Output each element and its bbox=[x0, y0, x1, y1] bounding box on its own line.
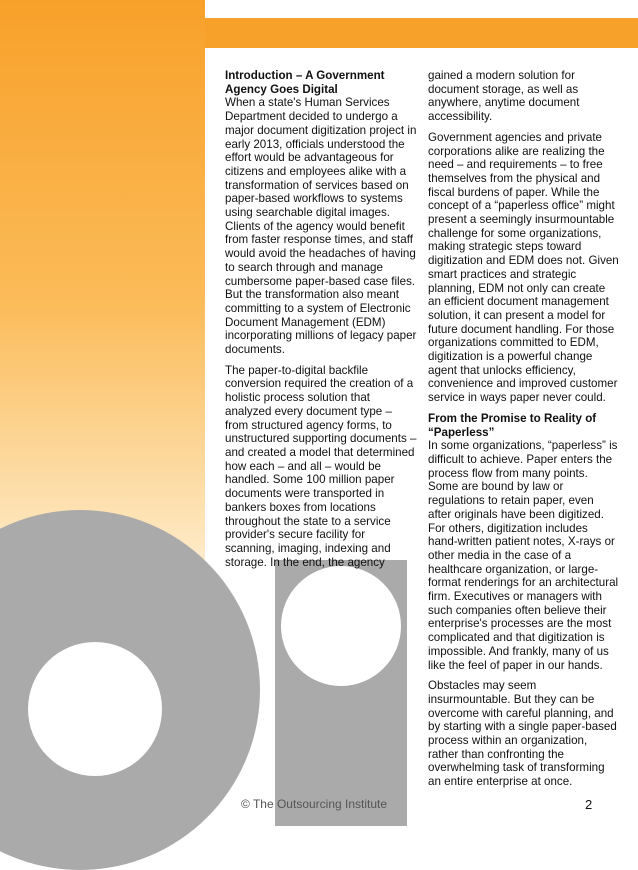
decorative-letter-p-hole bbox=[281, 566, 401, 686]
text-column-right bbox=[428, 69, 620, 796]
paragraph-1: When a state's Human Services Department decided to undergo a major document digitization project in early 2013, officials understood the effort would be advantageous for citizens and employees alike with a transformation of services based on paper-based workflows to systems using searchable digital images. Clients of the agency would benefit from faster response times, and staff would avoid the headaches of having to search through and manage cumbersome paper-based case files. But the transformation also meant committing to a system of Electronic Document Management (EDM) incorporating millions of legacy paper documents. bbox=[225, 96, 417, 357]
header-accent-bar bbox=[205, 18, 638, 48]
paragraph-2: The paper-to-digital backfile conversion required the creation of a holistic process solution that analyzed every document type – from structured agency forms, to unstructured supporting documents – and created a model that determined how each – and all – would be handled. Some 100 million paper documents were transported in bankers boxes from locations throughout the state to a service provider's secure facility for scanning, imaging, indexing and storage. In the end, the agency bbox=[225, 363, 417, 569]
page-number: 2 bbox=[585, 797, 593, 812]
paragraph-3: Government agencies and private corporations alike are realizing the need – and requirements – to free themselves from the physical and fiscal burdens of paper. While the concept of a “paperless office” might present a seemingly insurmountable challenge for some organizations, making strategic steps toward digitization and EDM does not. Given smart practices and strategic planning, EDM not only can create an efficient document management solution, it can present a model for future document handling. For those organizations committed to EDM, digitization is a powerful change agent that unlocks efficiency, convenience and improved customer service in ways paper never could. bbox=[428, 130, 619, 405]
decorative-circle-o-hole bbox=[28, 642, 162, 776]
footer-copyright: © The Outsourcing Institute bbox=[241, 797, 388, 811]
text-column-left bbox=[225, 69, 417, 576]
paragraph-4: In some organizations, “paperless” is difficult to achieve. Paper enters the process flow from many points. Some are bound by law or regulations to retain paper, even after originals have been digitized. For others, digitization includes hand-written patient notes, X-rays or other media in the case of a healthcare organization, or large-format renderings for an architectural firm. Executives or managers with such companies often believe their enterprise's processes are the most complicated and that digitization is impossible. And frankly, many of us like the feel of paper in our hands. bbox=[428, 439, 619, 672]
section-heading-introduction: Introduction – A Government Agency Goes Digital bbox=[225, 69, 385, 96]
section-heading-paperless: From the Promise to Reality of “Paperless” bbox=[428, 411, 597, 439]
paragraph-2-continued: gained a modern solution for document storage, as well as anywhere, anytime document accessibility. bbox=[428, 69, 580, 124]
paragraph-5: Obstacles may seem insurmountable. But they can be overcome with careful planning, and by starting with a single paper-based process within an organization, rather than confronting the overwhelming task of transforming an entire enterprise at once. bbox=[428, 679, 617, 789]
